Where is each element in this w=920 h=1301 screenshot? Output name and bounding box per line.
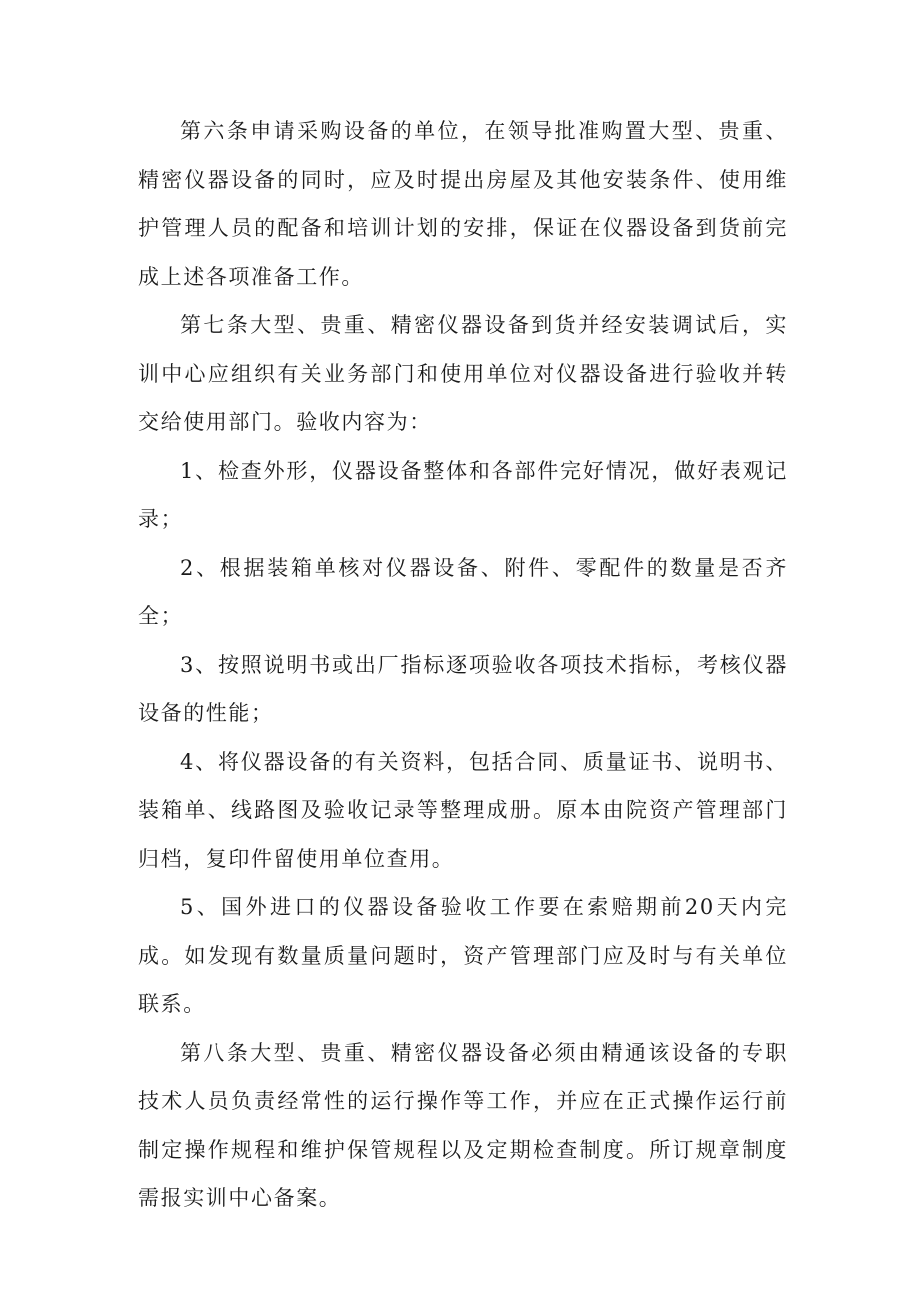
acceptance-item-4: 4、将仪器设备的有关资料，包括合同、质量证书、说明书、装箱单、线路图及验收记录等整理成册。原本由院资产管理部门归档，复印件留使用单位查用。 <box>138 749 788 871</box>
acceptance-item-1: 1、检查外形，仪器设备整体和各部件完好情况，做好表观记录； <box>138 458 788 531</box>
acceptance-item-5: 5、国外进口的仪器设备验收工作要在索赔期前20天内完成。如发现有数量质量问题时，资产管理部门应及时与有关单位联系。 <box>138 895 788 1016</box>
article-6-paragraph: 第六条申请采购设备的单位，在领导批准购置大型、贵重、精密仪器设备的同时，应及时提出房屋及其他安装条件、使用维护管理人员的配备和培训计划的安排，保证在仪器设备到货前完成上述各项准备工作。 <box>138 119 788 289</box>
document-body <box>138 107 788 1223</box>
acceptance-item-3: 3、按照说明书或出厂指标逐项验收各项技术指标，考核仪器设备的性能； <box>138 652 788 725</box>
acceptance-item-2: 2、根据装箱单核对仪器设备、附件、零配件的数量是否齐全； <box>138 555 788 628</box>
article-8-paragraph: 第八条大型、贵重、精密仪器设备必须由精通该设备的专职技术人员负责经常性的运行操作等工作，并应在正式操作运行前制定操作规程和维护保管规程以及定期检查制度。所订规章制度需报实训中心备案。 <box>138 1040 788 1210</box>
article-7-paragraph: 第七条大型、贵重、精密仪器设备到货并经安装调试后，实训中心应组织有关业务部门和使用单位对仪器设备进行验收并转交给使用部门。验收内容为： <box>138 313 788 434</box>
